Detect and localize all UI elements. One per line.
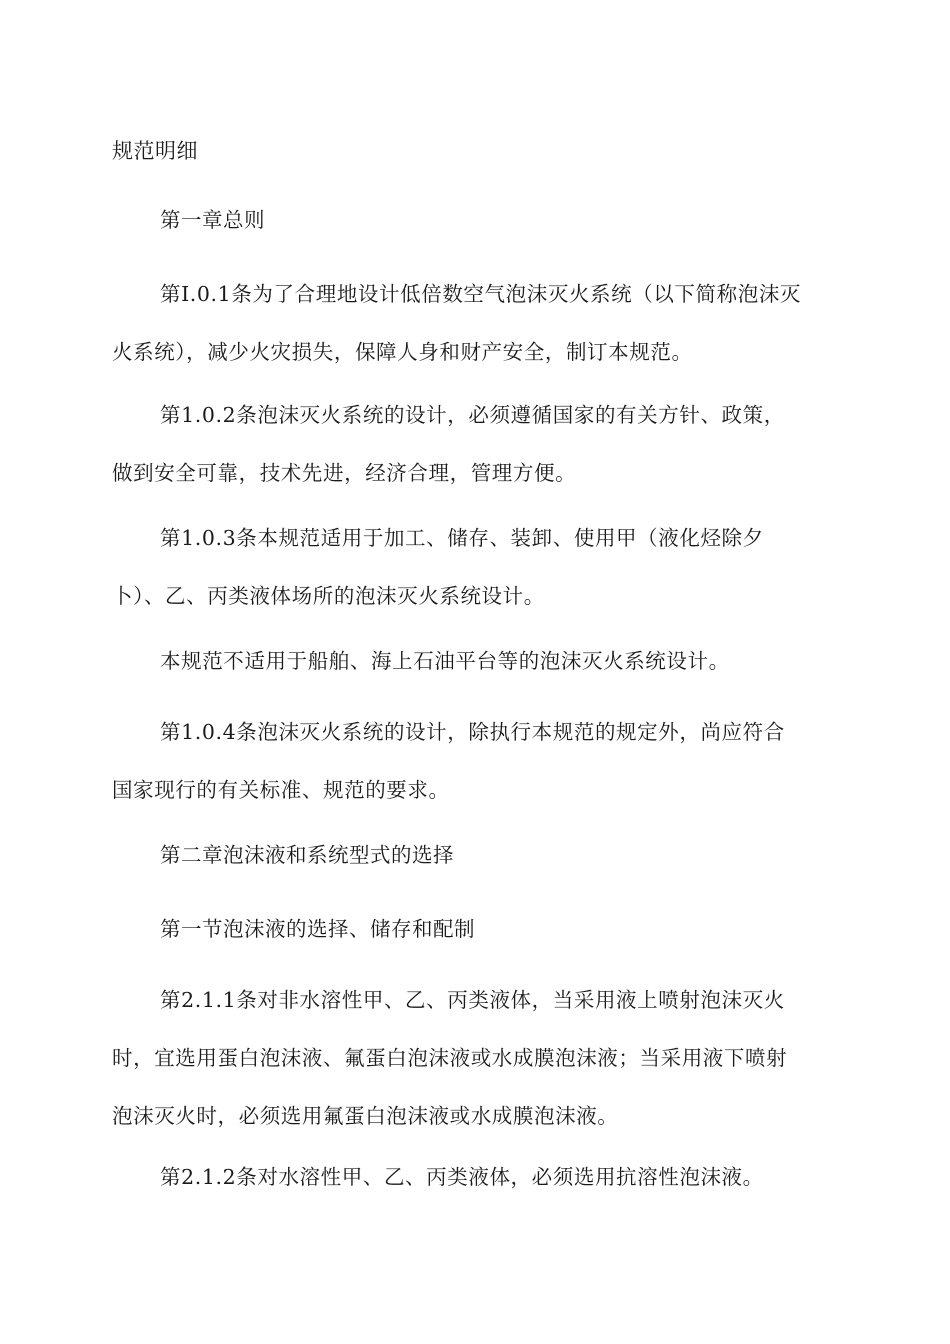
section-heading: 第一节泡沫液的选择、储存和配制 [160,917,475,941]
clause-paragraph: 本规范不适用于船舶、海上石油平台等的泡沫灭火系统设计。 [160,649,730,673]
chapter-heading: 第二章泡沫液和系统型式的选择 [160,843,454,867]
chapter-heading: 第一章总则 [160,208,265,232]
clause-paragraph: 第1.0.4条泡沫灭火系统的设计，除执行本规范的规定外，尚应符合国家现行的有关标准、规范的要求。 [112,720,785,802]
clause-paragraph: 第1.0.3条本规范适用于加工、储存、装卸、使用甲（液化烃除夕卜）、乙、丙类液体场所的泡沫灭火系统设计。 [112,526,764,608]
clause-paragraph: 第2.1.1条对非水溶性甲、乙、丙类液体，当采用液上喷射泡沫灭火时，宜选用蛋白泡沫液、氟蛋白泡沫液或水成膜泡沫液；当采用液下喷射泡沫灭火时，必须选用氟蛋白泡沫液或水成膜泡沫液。 [112,988,788,1128]
clause-paragraph: 第1.0.2条泡沫灭火系统的设计，必须遵循国家的有关方针、政策，做到安全可靠，技术先进，经济合理，管理方便。 [112,403,785,485]
document-title: 规范明细 [112,139,198,163]
clause-paragraph: 第I.0.1条为了合理地设计低倍数空气泡沫灭火系统（以下简称泡沫灭火系统），减少火灾损失，保障人身和财产安全，制订本规范。 [112,282,802,364]
clause-paragraph: 第2.1.2条对水溶性甲、乙、丙类液体，必须选用抗溶性泡沫液。 [160,1165,764,1189]
